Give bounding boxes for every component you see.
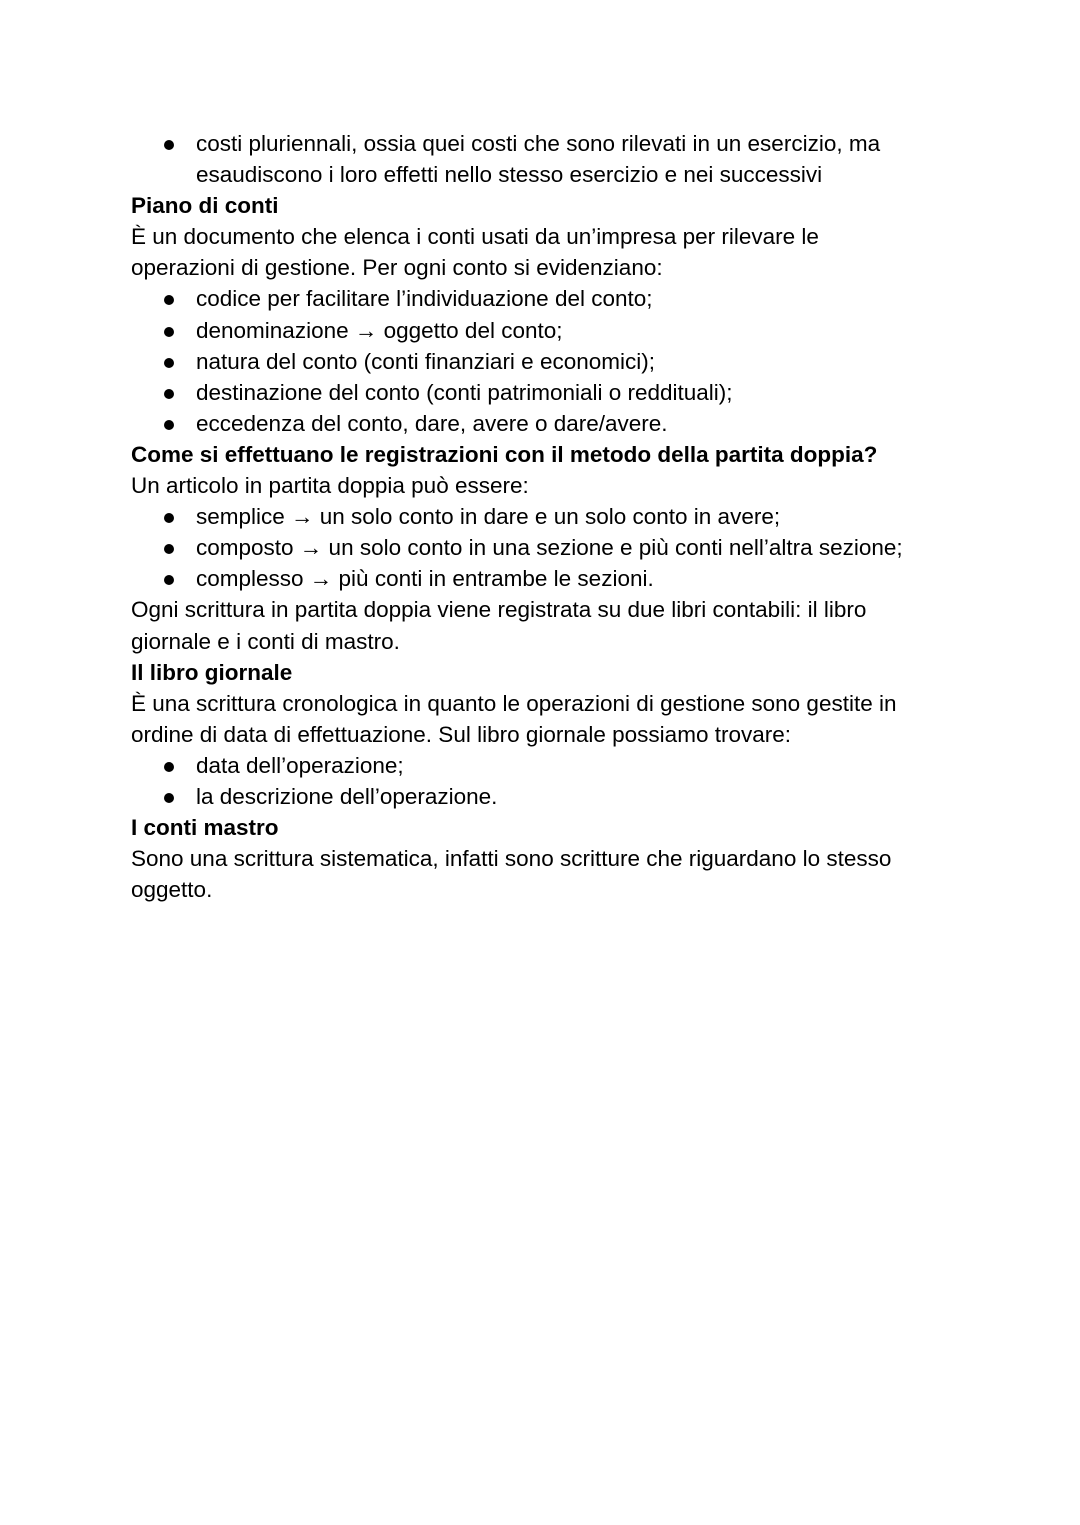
list-item xyxy=(131,315,951,346)
section-heading-mastro: I conti mastro xyxy=(131,815,279,841)
paragraph-line: Ogni scrittura in partita doppia viene registrata su due libri contabili: il libro xyxy=(131,597,867,623)
intro-list xyxy=(131,128,951,190)
bullet-icon xyxy=(164,575,174,585)
list-item xyxy=(131,532,951,563)
paragraph-line: giornale e i conti di mastro. xyxy=(131,628,400,654)
bullet-icon xyxy=(164,420,174,430)
list-item-text: natura del conto (conti finanziari e economici); xyxy=(196,348,655,374)
list-item xyxy=(131,563,951,594)
list-item xyxy=(131,501,951,532)
section-heading-piano: Piano di conti xyxy=(131,193,279,219)
paragraph-line: ordine di data di effettuazione. Sul libro giornale possiamo trovare: xyxy=(131,721,791,747)
section-heading-giornale: Il libro giornale xyxy=(131,659,293,685)
list-item-text: destinazione del conto (conti patrimoniali o reddituali); xyxy=(196,379,733,405)
paragraph-line: oggetto. xyxy=(131,877,213,903)
list-item xyxy=(131,346,951,377)
list-item xyxy=(131,781,951,812)
bullet-icon xyxy=(164,327,174,337)
bullet-icon xyxy=(164,295,174,305)
partita-list xyxy=(131,501,951,594)
bullet-icon xyxy=(164,544,174,554)
list-item-text-line-2: esaudiscono i loro effetti nello stesso esercizio e nei successivi xyxy=(196,162,823,188)
giornale-list xyxy=(131,750,951,812)
paragraph-line: operazioni di gestione. Per ogni conto si evidenziano: xyxy=(131,255,663,281)
bullet-icon xyxy=(164,389,174,399)
list-item xyxy=(131,377,951,408)
bullet-icon xyxy=(164,140,174,150)
section-heading-partita: Come si effettuano le registrazioni con il metodo della partita doppia? xyxy=(131,441,878,467)
list-item-text: complesso → più conti in entrambe le sezioni. xyxy=(196,566,654,592)
paragraph-line: È un documento che elenca i conti usati da un’impresa per rilevare le xyxy=(131,224,819,250)
list-item xyxy=(131,283,951,314)
list-item-text: codice per facilitare l’individuazione del conto; xyxy=(196,286,653,312)
bullet-icon xyxy=(164,358,174,368)
list-item xyxy=(131,750,951,781)
paragraph-line: Un articolo in partita doppia può essere: xyxy=(131,473,529,499)
bullet-icon xyxy=(164,762,174,772)
piano-list xyxy=(131,283,951,438)
list-item-text-line-1: costi pluriennali, ossia quei costi che sono rilevati in un esercizio, ma xyxy=(196,131,881,156)
list-item-text: denominazione → oggetto del conto; xyxy=(196,317,563,343)
list-item-text: la descrizione dell’operazione. xyxy=(196,783,498,809)
list-item xyxy=(131,128,951,190)
list-item-text: data dell’operazione; xyxy=(196,752,404,778)
list-item xyxy=(131,408,951,439)
list-item-text: semplice → un solo conto in dare e un solo conto in avere; xyxy=(196,504,781,530)
document-page xyxy=(131,128,951,905)
paragraph-line: È una scrittura cronologica in quanto le operazioni di gestione sono gestite in xyxy=(131,690,897,716)
bullet-icon xyxy=(164,793,174,803)
bullet-icon xyxy=(164,513,174,523)
list-item-text: composto → un solo conto in una sezione e più conti nell’altra sezione; xyxy=(196,535,903,561)
paragraph-line: Sono una scrittura sistematica, infatti sono scritture che riguardano lo stesso xyxy=(131,846,892,872)
list-item-text: eccedenza del conto, dare, avere o dare/avere. xyxy=(196,410,668,436)
